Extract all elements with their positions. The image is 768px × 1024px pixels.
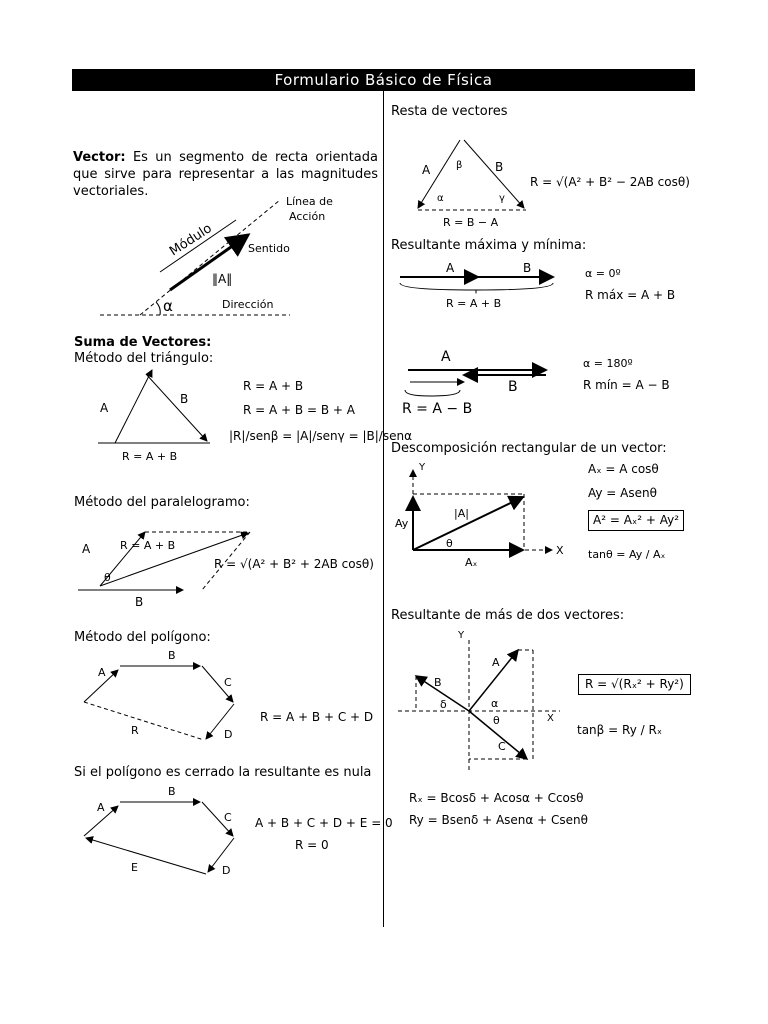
descomp-tan: tanθ = Ay / Aₓ <box>588 548 666 561</box>
vector-term: Vector: <box>73 150 126 165</box>
svg-text:A: A <box>441 349 451 365</box>
svg-text:B: B <box>135 595 144 609</box>
svg-text:B: B <box>434 676 442 689</box>
svg-text:θ: θ <box>446 537 453 550</box>
descomp-box: A² = Aₓ² + Ay² <box>588 510 684 531</box>
alpha-label: α <box>163 297 173 315</box>
descomp-title: Descomposición rectangular de un vector: <box>391 441 667 456</box>
svg-text:B: B <box>168 785 176 798</box>
poligono-title: Método del polígono: <box>74 630 211 645</box>
cerrado-title: Si el polígono es cerrado la resultante es nula <box>74 765 372 780</box>
svg-text:θ: θ <box>104 571 111 584</box>
descomp-ay: Ay = Asenθ <box>588 486 657 500</box>
svg-text:C: C <box>498 740 506 753</box>
resta-title: Resta de vectores <box>391 104 508 119</box>
descomp-ax: Aₓ = A cosθ <box>588 462 659 476</box>
svg-text:B: B <box>180 392 189 406</box>
direccion-label: Dirección <box>222 298 274 311</box>
mag-label: ‖A‖ <box>212 272 233 286</box>
svg-text:B: B <box>508 379 518 395</box>
svg-text:γ: γ <box>499 193 505 204</box>
svg-text:C: C <box>224 811 232 824</box>
svg-text:X: X <box>556 544 564 557</box>
para-formula: R = √(A² + B² + 2AB cosθ) <box>214 557 374 571</box>
cerrado-eq2: R = 0 <box>295 838 329 852</box>
cerrado-eq1: A + B + C + D + E = 0 <box>255 816 393 830</box>
svg-text:|A|: |A| <box>454 507 469 520</box>
masdos-box: R = √(Rₓ² + Ry²) <box>578 674 691 695</box>
svg-text:D: D <box>222 864 231 877</box>
sentido-label: Sentido <box>248 242 290 255</box>
tri-eq2: R = A + B = B + A <box>243 403 355 417</box>
svg-text:Aₓ: Aₓ <box>465 556 478 569</box>
a0: α = 0º <box>585 267 621 280</box>
svg-text:A: A <box>446 261 455 275</box>
svg-text:β: β <box>456 160 463 171</box>
svg-text:C: C <box>224 676 232 689</box>
tri-eq1: R = A + B <box>243 379 304 393</box>
svg-text:B: B <box>495 160 504 174</box>
para-eq-label: R = A + B <box>120 539 176 552</box>
svg-text:Ay: Ay <box>395 517 409 530</box>
page-title: Formulario Básico de Física <box>72 69 695 91</box>
paralelogramo-title: Método del paralelogramo: <box>74 495 250 510</box>
svg-text:X: X <box>547 713 554 724</box>
max-base: R = A + B <box>446 297 502 310</box>
svg-text:θ: θ <box>493 714 500 727</box>
svg-text:A: A <box>97 801 105 814</box>
a180: α = 180º <box>583 357 633 370</box>
vector-definition-text: Es un segmento de recta orientada que sirve para representar a las magnitudes vectoriales. <box>73 150 378 199</box>
masdos-ry: Ry = Bsenδ + Asenα + Csenθ <box>409 813 588 827</box>
svg-text:D: D <box>224 728 233 741</box>
svg-text:A: A <box>98 666 106 679</box>
rmax: R máx = A + B <box>585 288 676 302</box>
svg-text:A: A <box>100 401 109 415</box>
svg-text:R: R <box>131 724 139 737</box>
suma-title: Suma de Vectores: <box>74 335 212 350</box>
modulo-label: Módulo <box>167 221 215 260</box>
poligono-formula: R = A + B + C + D <box>260 710 374 724</box>
resta-base: R = B − A <box>443 216 499 229</box>
rmin: R mín = A − B <box>583 378 670 392</box>
linea-label: Línea de <box>286 195 333 208</box>
tri-law: |R|/senβ = |A|/senγ = |B|/senα <box>229 429 412 443</box>
accion-label: Acción <box>289 210 326 223</box>
min-base: R = A − B <box>402 401 473 417</box>
svg-text:Y: Y <box>419 462 426 473</box>
svg-text:B: B <box>168 649 176 662</box>
triangulo-title: Método del triángulo: <box>74 351 214 366</box>
tri-base-label: R = A + B <box>122 450 178 463</box>
masdos-rx: Rₓ = Bcosδ + Acosα + Ccosθ <box>409 791 584 805</box>
resta-formula: R = √(A² + B² − 2AB cosθ) <box>530 175 690 189</box>
masdos-title: Resultante de más de dos vectores: <box>391 608 625 623</box>
svg-text:Y: Y <box>458 630 465 641</box>
svg-text:A: A <box>82 542 91 556</box>
svg-text:A: A <box>492 656 500 669</box>
svg-text:δ: δ <box>440 698 447 711</box>
maxmin-title: Resultante máxima y mínima: <box>391 238 587 253</box>
svg-text:E: E <box>131 861 138 874</box>
svg-text:B: B <box>523 261 532 275</box>
svg-text:α: α <box>437 193 444 204</box>
svg-text:α: α <box>491 697 499 710</box>
svg-text:A: A <box>422 163 431 177</box>
masdos-tan: tanβ = Ry / Rₓ <box>577 723 663 737</box>
